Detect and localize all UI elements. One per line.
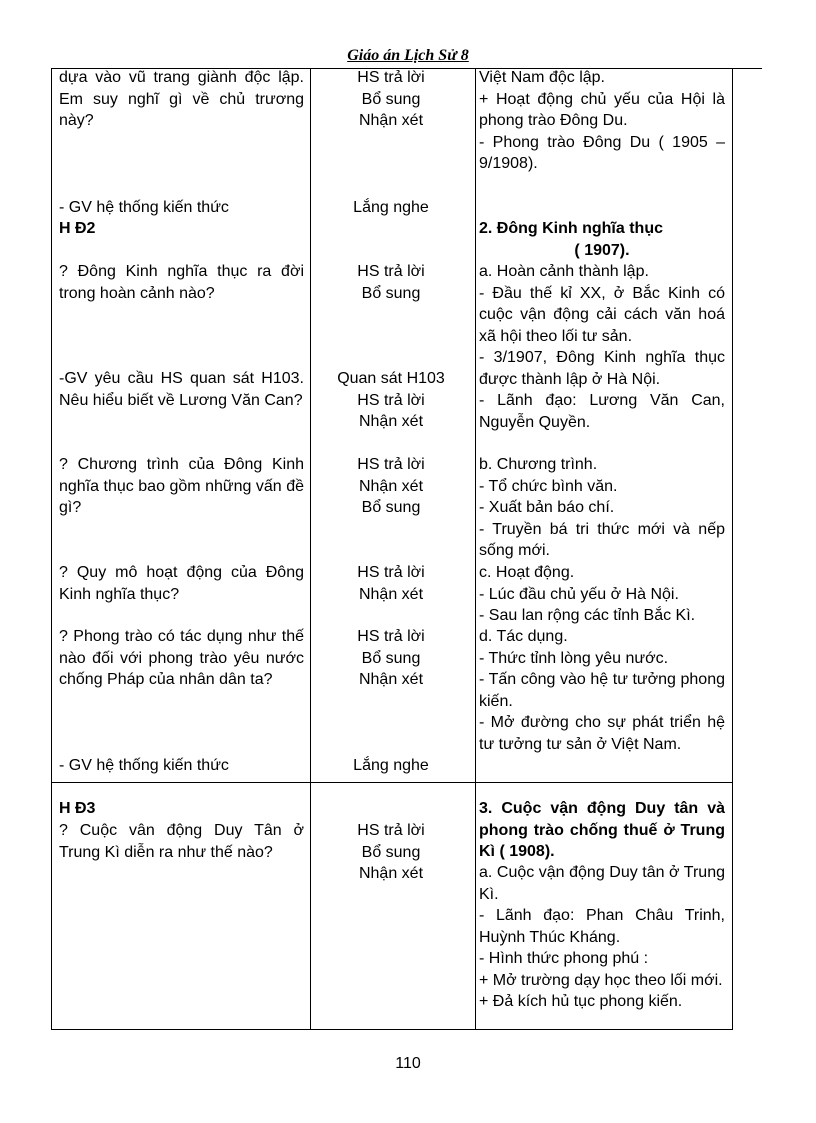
student-response-line: Nhận xét bbox=[358, 477, 424, 495]
student-response-line: Nhận xét bbox=[358, 671, 424, 688]
teacher-question-program: ? Chương trình của Đông Kinh nghĩa thục bao gồm những vấn đề gì? bbox=[59, 456, 304, 516]
student-response-line: Bổ sung bbox=[361, 843, 421, 861]
content-activity: c. Hoạt động. - Lúc đầu chủ yếu ở Hà Nội. - Sau lan rộng các tỉnh Bắc Kì. bbox=[479, 564, 696, 624]
student-response-1 bbox=[312, 67, 470, 132]
section-2-title-line1: 2. Đông Kinh nghĩa thục bbox=[479, 220, 663, 237]
teacher-question-scale: ? Quy mô hoạt động của Đông Kinh nghĩa thục? bbox=[59, 564, 304, 603]
page-number: 110 bbox=[395, 1055, 421, 1072]
teacher-question-h103: -GV yêu cầu HS quan sát H103. Nêu hiểu biết về Lương Văn Can? bbox=[59, 370, 304, 409]
content-effect: d. Tác dụng. - Thức tỉnh lòng yêu nước. - Tấn công vào hệ tư tưởng phong kiến. - Mở đường cho sự phát triển hệ tư tưởng tư sản ở Việt Nam. bbox=[479, 628, 725, 753]
teacher-summary-2: - GV hệ thống kiến thức bbox=[59, 757, 229, 774]
activity-hd3: H Đ3 bbox=[59, 800, 96, 817]
teacher-question-context: ? Đông Kinh nghĩa thục ra đời trong hoàn cảnh nào? bbox=[59, 263, 304, 302]
activity-hd2: H Đ2 bbox=[59, 220, 96, 237]
student-response-line: Nhận xét bbox=[358, 585, 424, 603]
student-response-line: Nhận xét bbox=[358, 112, 424, 129]
student-response-line: Bổ sung bbox=[361, 90, 421, 108]
teacher-summary-1: - GV hệ thống kiến thức bbox=[59, 199, 229, 216]
student-response-line: Nhận xét bbox=[358, 413, 424, 430]
student-response-line: Quan sát H103 bbox=[337, 370, 445, 387]
student-response-line: HS trả lời bbox=[357, 628, 425, 645]
section-3-title: 3. Cuộc vận động Duy tân và phong trào chống thuế ở Trung Kì ( 1908). bbox=[479, 800, 725, 860]
student-response-3 bbox=[312, 261, 470, 304]
teacher-question-intro: dựa vào vũ trang giành độc lập. Em suy nghĩ gì về chủ trương này? bbox=[59, 69, 304, 129]
student-response-line: HS trả lời bbox=[357, 69, 425, 86]
student-response-line: Bổ sung bbox=[361, 284, 421, 302]
student-response-6 bbox=[312, 562, 470, 605]
student-response-line: Bổ sung bbox=[361, 649, 421, 667]
row-divider bbox=[52, 782, 732, 783]
content-program: b. Chương trình. - Tổ chức bình văn. - Xuất bản báo chí. - Truyền bá tri thức mới và nếp sống mới. bbox=[479, 456, 725, 559]
student-response-4 bbox=[312, 368, 470, 433]
student-response-line: HS trả lời bbox=[357, 822, 425, 839]
teacher-question-effect: ? Phong trào có tác dụng như thế nào đối với phong trào yêu nước chống Pháp của nhân dân ta? bbox=[59, 628, 304, 688]
column-divider-1 bbox=[310, 69, 311, 1029]
student-response-line: HS trả lời bbox=[357, 564, 425, 581]
content-context: a. Hoàn cảnh thành lập. - Đầu thế kỉ XX, ở Bắc Kinh có cuộc vận động cải cách văn hoá xã hội theo lối tư sản. - 3/1907, Đông Kinh nghĩa thục được thành lập ở Hà Nội. - Lãnh đạo: Lương Văn Can, Nguyễn Quyền. bbox=[479, 263, 725, 431]
student-listen-2: Lắng nghe bbox=[353, 757, 429, 774]
section-2-title bbox=[479, 218, 725, 261]
section-2-title-line2: ( 1907). bbox=[574, 241, 630, 259]
student-response-9 bbox=[312, 820, 470, 885]
student-listen-1: Lắng nghe bbox=[353, 199, 429, 216]
student-response-line: Nhận xét bbox=[358, 865, 424, 882]
student-response-line: HS trả lời bbox=[357, 263, 425, 280]
page-header: Giáo án Lịch Sử 8 bbox=[347, 47, 469, 64]
student-response-line: HS trả lời bbox=[357, 391, 425, 409]
teacher-question-duytan: ? Cuộc vân động Duy Tân ở Trung Kì diễn ra như thế nào? bbox=[59, 822, 304, 861]
student-response-7 bbox=[312, 626, 470, 691]
student-response-5 bbox=[312, 454, 470, 519]
content-duytan: a. Cuộc vận động Duy tân ở Trung Kì. - Lãnh đạo: Phan Châu Trinh, Huỳnh Thúc Kháng. - Hình thức phong phú : + Mở trường dạy học theo lối mới. + Đả kích hủ tục phong kiến. bbox=[479, 864, 725, 1010]
student-response-line: HS trả lời bbox=[357, 456, 425, 473]
content-dongdu: Việt Nam độc lập. + Hoạt động chủ yếu của Hội là phong trào Đông Du. - Phong trào Đông Du ( 1905 – 9/1908). bbox=[479, 69, 725, 172]
column-divider-2 bbox=[475, 69, 476, 1029]
student-response-line: Bổ sung bbox=[361, 499, 421, 516]
